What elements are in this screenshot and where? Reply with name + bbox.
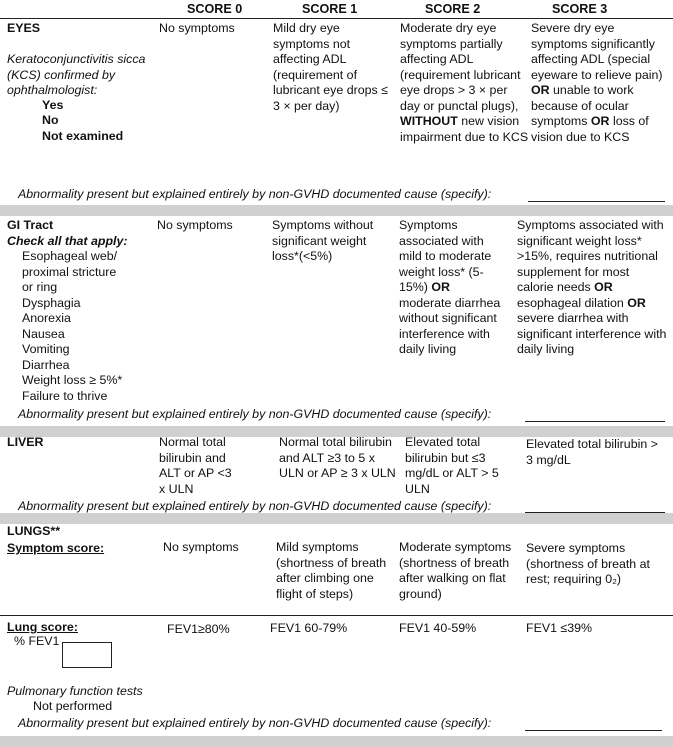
lungs-symptom-1: Mild symptoms (shortness of breath after climbing one flight of steps) (276, 540, 387, 601)
header-divider (0, 18, 673, 19)
section-divider (0, 513, 673, 524)
liver-abnormality-text: Abnormality present but explained entirely by non-GVHD documented cause (specify): (18, 499, 492, 513)
gi-item[interactable]: proximal stricture (22, 264, 117, 279)
lungs-symptom-0: No symptoms (163, 540, 239, 554)
section-divider (0, 205, 673, 216)
gi-item[interactable]: Vomiting (22, 342, 70, 356)
gi-title: GI Tract (7, 218, 54, 232)
header-score-0: SCORE 0 (187, 2, 243, 16)
liver-title: LIVER (7, 435, 44, 449)
liver-score-0: Normal total bilirubin and ALT or AP <3 x ULN (159, 435, 232, 496)
lungs-symptom-2: Moderate symptoms (shortness of breath after walking on flat ground) (399, 540, 512, 601)
lungs-abnormality-text: Abnormality present but explained entirely by non-GVHD documented cause (specify): (18, 716, 492, 730)
gi-abnormality-text: Abnormality present but explained entirely by non-GVHD documented cause (specify): (18, 407, 492, 421)
gi-item[interactable]: or ring (22, 280, 58, 294)
liver-score-1: Normal total bilirubin and ALT ≥3 to 5 x ULN or AP ≥ 3 x ULN (279, 435, 396, 480)
lungs-title: LUNGS** (7, 524, 61, 538)
header-score-3: SCORE 3 (552, 2, 608, 16)
liver-score-2: Elevated total bilirubin but ≤3 mg/dL or ALT > 5 ULN (405, 435, 499, 496)
eyes-score-2: Moderate dry eye symptoms partially affecting ADL (requirement lubricant eye drops > 3 × per day or punctal plugs), WITHOUT new vision impairment due to KCS (400, 21, 529, 144)
fev1-input[interactable] (62, 642, 112, 668)
gi-item[interactable]: Weight loss ≥ 5%* (22, 373, 123, 387)
eyes-score-0: No symptoms (159, 21, 235, 35)
kcs-option-no[interactable]: No (42, 113, 59, 127)
gi-item[interactable]: Nausea (22, 326, 65, 341)
gi-abnormality-blank[interactable] (525, 421, 665, 422)
lung-score-2: FEV1 40-59% (399, 621, 477, 635)
eyes-abnormality-text: Abnormality present but explained entirely by non-GVHD documented cause (specify): (18, 187, 492, 201)
lungs-score-label: Lung score: (7, 620, 78, 634)
fev1-label: % FEV1 (14, 634, 60, 648)
lungs-symptom-label: Symptom score: (7, 541, 105, 555)
gi-check-label: Check all that apply: (7, 234, 128, 248)
gi-item[interactable]: Esophageal web/ (22, 249, 118, 263)
eyes-title: EYES (7, 21, 41, 35)
gi-score-3: Symptoms associated with significant weight loss* >15%, requires nutritional supplement for most calorie needs OR esophageal dilation OR severe diarrhea with significant interference with daily living (517, 218, 667, 356)
gi-item[interactable]: Diarrhea (22, 357, 70, 372)
gi-item[interactable]: Failure to thrive (22, 388, 108, 403)
eyes-score-1: Mild dry eye symptoms not affecting ADL (requirement of lubricant eye drops ≤ 3 × per day) (273, 21, 388, 113)
lung-score-1: FEV1 60-79% (270, 621, 348, 635)
gi-symptom-list (22, 249, 122, 404)
eyes-abnormality-blank[interactable] (528, 201, 665, 202)
kcs-option-yes[interactable]: Yes (42, 98, 64, 112)
kcs-option-not-examined[interactable]: Not examined (42, 129, 124, 143)
gi-item[interactable]: Dysphagia (22, 295, 81, 310)
liver-score-3: Elevated total bilirubin > 3 mg/dL (526, 437, 658, 467)
gi-score-0: No symptoms (157, 218, 233, 232)
section-divider (0, 736, 673, 747)
kcs-label: Keratoconjunctivitis sicca (KCS) confirmed by ophthalmologist: (7, 52, 146, 97)
header-score-2: SCORE 2 (425, 2, 481, 16)
gi-score-1: Symptoms without significant weight loss*(<5%) (272, 218, 374, 263)
lung-score-3: FEV1 ≤39% (526, 621, 593, 635)
pft-not-performed[interactable]: Not performed (33, 699, 113, 713)
lungs-divider (0, 615, 673, 616)
lungs-abnormality-blank[interactable] (525, 730, 662, 731)
gi-item[interactable]: Anorexia (22, 311, 71, 325)
eyes-score-3: Severe dry eye symptoms significantly affecting ADL (special eyeware to relieve pain) OR unable to work because of ocular symptoms OR loss of vision due to KCS (531, 21, 663, 144)
lung-score-0: FEV1≥80% (167, 622, 230, 636)
lungs-symptom-3: Severe symptoms (shortness of breath at rest; requiring 0₂) (526, 541, 650, 586)
header-score-1: SCORE 1 (302, 2, 358, 16)
gi-score-2: Symptoms associated with mild to moderate weight loss* (5-15%) OR moderate diarrhea without significant interference with daily living (399, 218, 501, 356)
pft-label: Pulmonary function tests (7, 684, 143, 698)
